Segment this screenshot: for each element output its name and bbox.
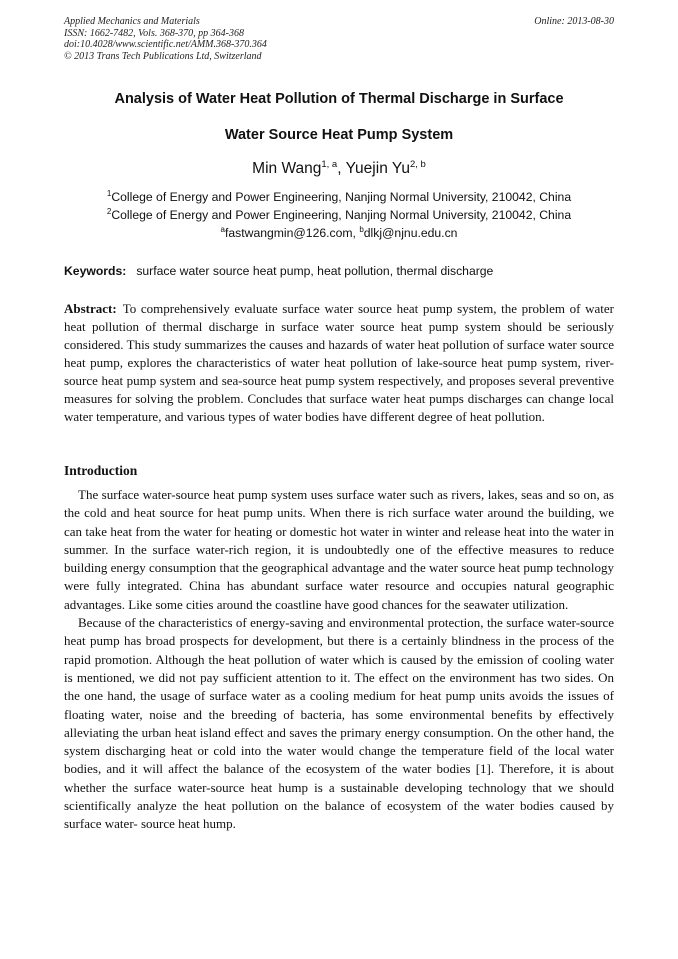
email-link[interactable]: fastwangmin@126.com,: [225, 226, 360, 240]
email-link[interactable]: dlkj@njnu.edu.cn: [363, 226, 458, 240]
copyright-line: © 2013 Trans Tech Publications Ltd, Switzerland: [64, 50, 262, 62]
keywords-label: Keywords:: [64, 264, 127, 278]
keywords-line: [64, 264, 614, 278]
affiliation-text: College of Energy and Power Engineering, Nanjing Normal University, 210042, China: [111, 190, 572, 204]
email-superscript: a: [220, 225, 225, 234]
affiliation-superscript: 1: [106, 189, 112, 198]
abstract-label: Abstract:: [64, 301, 117, 316]
affiliation-text: College of Energy and Power Engineering, Nanjing Normal University, 210042, China: [111, 208, 572, 222]
email-superscript: b: [359, 225, 364, 234]
paper-title-line-2: Water Source Heat Pump System: [224, 127, 454, 143]
author-emails: [64, 225, 614, 240]
affiliation-2: [64, 207, 614, 222]
author-superscript: 2, b: [409, 159, 426, 170]
paper-title-line-1: Analysis of Water Heat Pollution of Thermal Discharge in Surface: [114, 91, 564, 107]
affiliation-1: [64, 189, 614, 204]
body-paragraph: Because of the characteristics of energy-saving and environmental protection, the surface water-source heat pump has broad prospects for development, but there is a certainly blindness in the process of the rapid promotion. Although the heat pollution of water which is caused by the emission of cooling water is mentioned, we did not pay sufficient attention to it. The effect on the environment has two sides. On the one hand, the usage of surface water as a cooling medium for heat pump units avoids the issues of floating water, noise and the breeding of bacteria, has some environmental benefits by effectively alleviating the urban heat island effect and saves the primary energy consumption. On the other hand, the system discharging heat or cold into the water would change the temperature field of the local water bodies, and it will affect the balance of the ecosystem of the water bodies [1]. Therefore, it is about whether the surface water-source heat hump is a sustainable developing technology that we should scientifically analyze the heat pollution on the balance of ecosystem of the water bodies caused by surface water- source heat hump.: [64, 615, 614, 832]
abstract-paragraph: [64, 300, 614, 426]
journal-header: [64, 16, 614, 62]
author-list: [64, 159, 614, 178]
introduction-body: [64, 486, 614, 834]
online-date: Online: 2013-08-30: [534, 16, 614, 27]
author-name: Min Wang: [252, 160, 322, 177]
affiliation-superscript: 2: [106, 207, 112, 216]
author-name: Yuejin Yu: [345, 160, 410, 177]
section-heading: Introduction: [64, 463, 138, 478]
journal-name: Applied Mechanics and Materials: [64, 16, 200, 27]
doi-line: doi:10.4028/www.scientific.net/AMM.368-370.364: [64, 39, 267, 50]
body-paragraph: The surface water-source heat pump system uses surface water such as rivers, lakes, seas and so on, as the cold and heat source for heat pump units. When there is rich surface water around the building, we can take heat from the water for heating or domestic hot water in winter and release heat into the water in summer. In the surface water-rich region, it is undoubtedly one of the effective measures to reduce building energy consumption that the geographical advantage and the water source heat pump technology were fully integrated. China has abundant surface water resource and occupies natural geographic advantages. Like some cities around the coastline have good chances for the seawater utilization.: [64, 487, 614, 612]
abstract-text: To comprehensively evaluate surface water source heat pump system, the problem of water heat pollution of thermal discharge in surface water source heat pump system should be seriously considered. This study summarizes the causes and hazards of water heat pollution of surface water source heat pump, explores the characteristics of water heat pollution of lake-source heat pump system, river-source heat pump system and sea-source heat pump system respectively, and proposes several preventive measures for solving the problem. Concludes that surface water heat pumps discharges can change local water temperature, and various types of water bodies have different degree of heat pollution.: [64, 301, 614, 424]
keywords-text: surface water source heat pump, heat pollution, thermal discharge: [136, 264, 494, 278]
author-superscript: 1, a: [321, 159, 338, 170]
issn-line: ISSN: 1662-7482, Vols. 368-370, pp 364-368: [64, 27, 244, 39]
author-separator: ,: [337, 160, 346, 177]
